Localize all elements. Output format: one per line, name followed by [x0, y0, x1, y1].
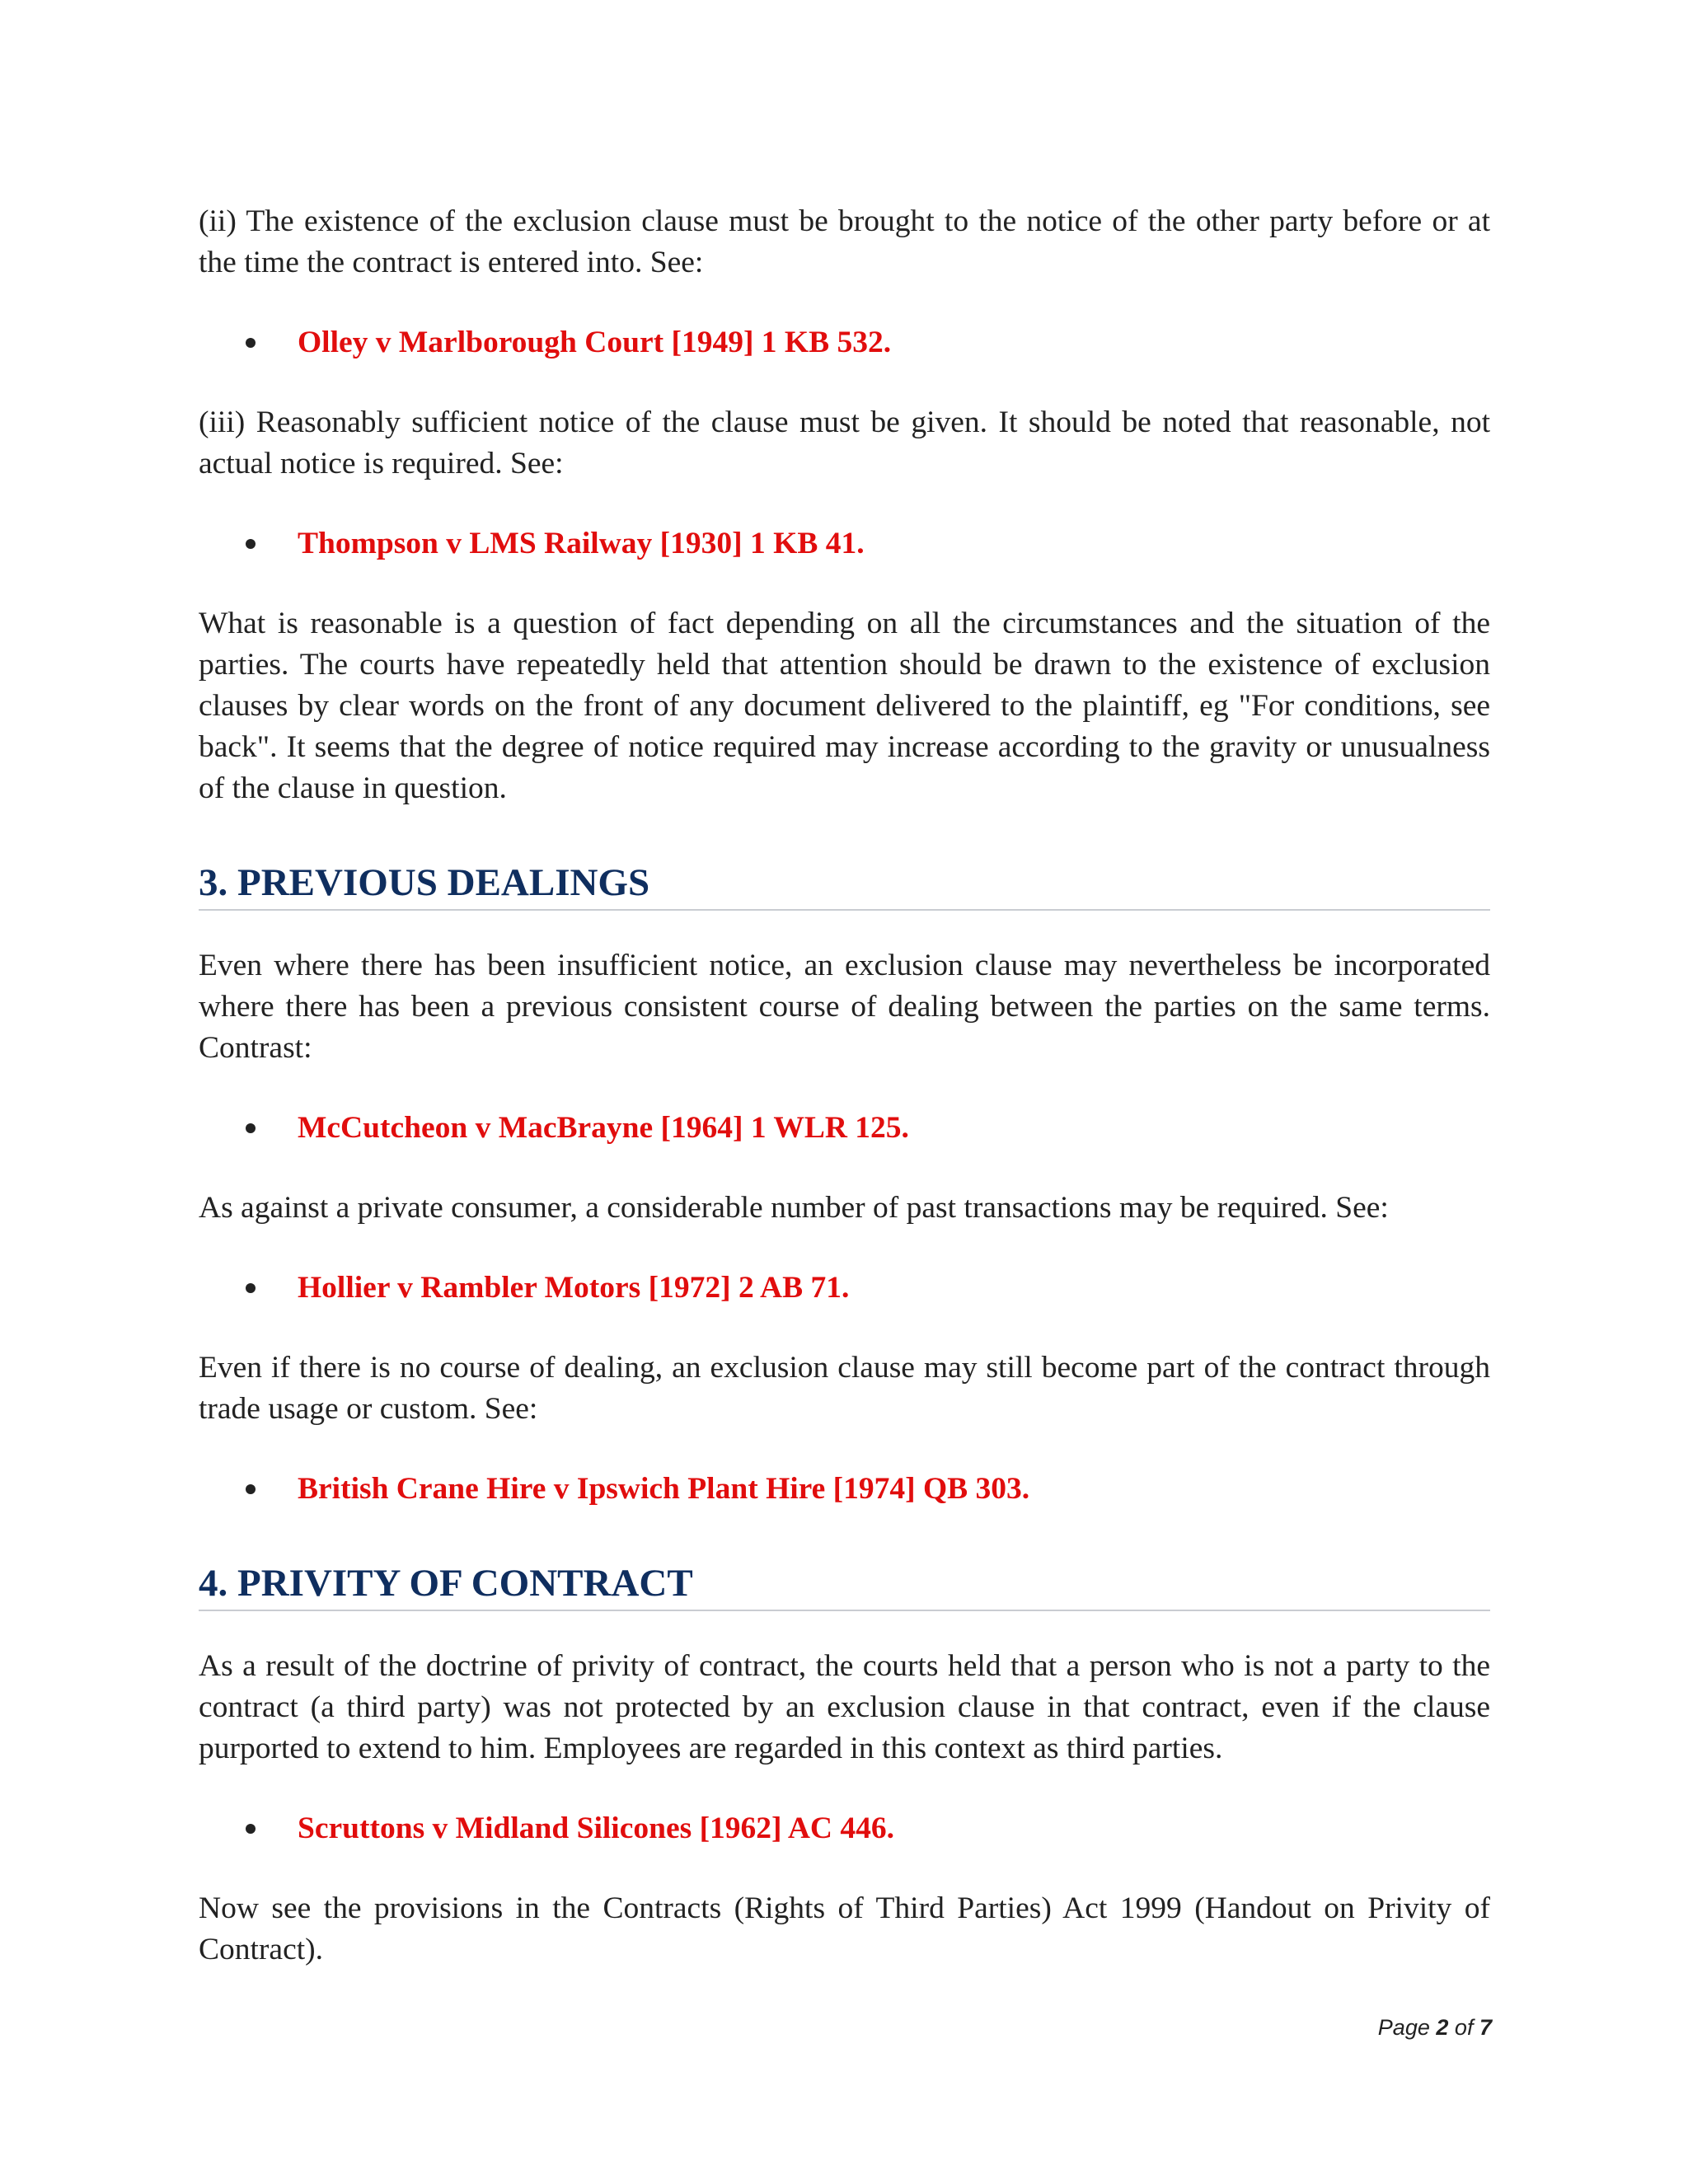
case-citation: Thompson v LMS Railway [1930] 1 KB 41. [298, 527, 865, 560]
page-number-footer [1286, 2013, 1492, 2041]
bullet-icon [246, 1283, 256, 1293]
total-pages-number: 7 [1479, 2015, 1492, 2040]
of-word: of [1454, 2015, 1474, 2040]
case-item [199, 1469, 1490, 1510]
page-content [199, 201, 1490, 1971]
case-citation: British Crane Hire v Ipswich Plant Hire [1974] QB 303. [298, 1472, 1030, 1506]
case-list [199, 1108, 1490, 1149]
case-citation: Olley v Marlborough Court [1949] 1 KB 532. [298, 326, 892, 359]
bullet-icon [246, 1484, 256, 1494]
case-item [199, 322, 1490, 363]
case-citation: Scruttons v Midland Silicones [1962] AC 446. [298, 1811, 895, 1845]
case-item [199, 1268, 1490, 1309]
paragraph-private-consumer: As against a private consumer, a considerable number of past transactions may be required. See: [199, 1191, 1389, 1225]
case-item [199, 1108, 1490, 1149]
bullet-icon [246, 1123, 256, 1133]
case-citation: McCutcheon v MacBrayne [1964] 1 WLR 125. [298, 1111, 909, 1145]
paragraph-previous-dealings: Even where there has been insufficient notice, an exclusion clause may nevertheless be incorporated where there has been a previous consistent course of dealing between the parties on the same terms. Contrast: [199, 949, 1490, 1065]
case-item [199, 1808, 1490, 1849]
bullet-icon [246, 338, 256, 348]
paragraph-sufficient-notice: (iii) Reasonably sufficient notice of the clause must be given. It should be noted that reasonable, not actual notice is required. See: [199, 405, 1490, 480]
paragraph-privity-doctrine: As a result of the doctrine of privity of contract, the courts held that a person who is not a party to the contract (a third party) was not protected by an exclusion clause in that contract, even if the clause purported to extend to him. Employees are regarded in this context as third parties. [199, 1649, 1490, 1765]
case-list [199, 1268, 1490, 1309]
case-list [199, 1469, 1490, 1510]
paragraph-trade-usage: Even if there is no course of dealing, an exclusion clause may still become part of the contract through trade usage or custom. See: [199, 1351, 1490, 1426]
paragraph-third-parties-act: Now see the provisions in the Contracts (Rights of Third Parties) Act 1999 (Handout on Privity of Contract). [199, 1891, 1490, 1966]
case-item [199, 523, 1490, 565]
section-heading-previous-dealings: 3. PREVIOUS DEALINGS [199, 858, 1490, 911]
paragraph-notice-before-contract: (ii) The existence of the exclusion clause must be brought to the notice of the other party before or at the time the contract is entered into. See: [199, 204, 1490, 279]
case-list [199, 1808, 1490, 1849]
paragraph-reasonable-notice: What is reasonable is a question of fact depending on all the circumstances and the situation of the parties. The courts have repeatedly held that attention should be drawn to the existence of exclusion clauses by clear words on the front of any document delivered to the plaintiff, eg "For conditions, see back". It seems that the degree of notice required may increase according to the gravity or unusualness of the clause in question. [199, 607, 1490, 805]
case-list [199, 322, 1490, 363]
current-page-number: 2 [1436, 2015, 1449, 2040]
case-list [199, 523, 1490, 565]
bullet-icon [246, 539, 256, 549]
page-word: Page [1377, 2015, 1430, 2040]
case-citation: Hollier v Rambler Motors [1972] 2 AB 71. [298, 1271, 850, 1305]
bullet-icon [246, 1824, 256, 1834]
section-heading-privity-of-contract: 4. PRIVITY OF CONTRACT [199, 1558, 1490, 1611]
